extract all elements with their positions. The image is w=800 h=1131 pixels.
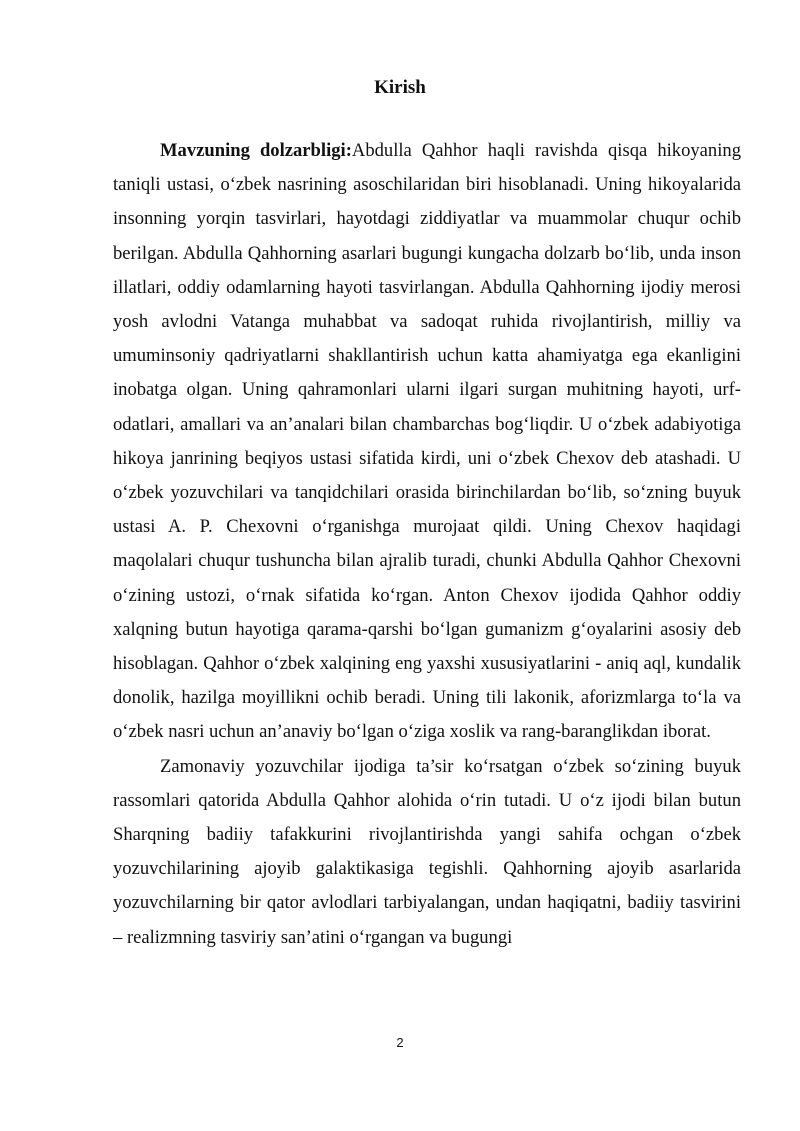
paragraph-lead: Mavzuning dolzarbligi: — [160, 140, 352, 161]
paragraph-relevance — [113, 134, 741, 750]
paragraph-modern-writers — [113, 750, 741, 955]
paragraph-text: Abdulla Qahhor haqli ravishda qisqa hikoyaning taniqli ustasi, o‘zbek nasrining asoschilaridan biri hisoblanadi. Uning hikoyalarida insonning yorqin tasvirlari, hayotdagi ziddiyatlar va muammolar chuqur ochib berilgan. Abdulla Qahhorning asarlari bugungi kungacha dolzarb bo‘lib, unda inson illatlari, oddiy odamlarning hayoti tasvirlangan. Abdulla Qahhorning ijodiy merosi yosh avlodni Vatanga muhabbat va sadoqat ruhida rivojlantirish, milliy va umuminsoniy qadriyatlarni shakllantirish uchun katta ahamiyatga ega ekanligini inobatga olgan. Uning qahramonlari ularni ilgari surgan muhitning hayoti, urf-odatlari, amallari va an’analari bilan chambarchas bog‘liqdir. U o‘zbek adabiyotiga hikoya janrining beqiyos ustasi sifatida kirdi, uni o‘zbek Chexov deb atashadi. U o‘zbek yozuvchilari va tanqidchilari orasida birinchilardan bo‘lib, so‘zning buyuk ustasi A. P. Chexovni o‘rganishga murojaat qildi. Uning Chexov haqidagi maqolalari chuqur tushuncha bilan ajralib turadi, chunki Abdulla Qahhor Chexovni o‘zining ustozi, o‘rnak sifatida ko‘rgan. Anton Chexov ijodida Qahhor oddiy xalqning butun hayotiga qarama-qarshi bo‘lgan gumanizm g‘oyalarini asosiy deb hisoblagan. Qahhor o‘zbek xalqining eng yaxshi xususiyatlarini - aniq aql, kundalik donolik, hazilga moyillikni ochib beradi. Uning tili lakonik, aforizmlarga to‘la va o‘zbek nasri uchun an’anaviy bo‘lgan o‘ziga xoslik va rang-baranglikdan iborat. — [113, 140, 741, 743]
page-number: 2 — [396, 1035, 404, 1050]
document-body — [113, 134, 741, 955]
page-title: Kirish — [374, 77, 426, 98]
paragraph-text: Zamonaviy yozuvchilar ijodiga ta’sir ko‘rsatgan o‘zbek so‘zining buyuk rassomlari qatorida Abdulla Qahhor alohida o‘rin tutadi. U o‘z ijodi bilan butun Sharqning badiiy tafakkurini rivojlantirishda yangi sahifa ochgan o‘zbek yozuvchilarining ajoyib galaktikasiga tegishli. Qahhorning ajoyib asarlarida yozuvchilarning bir qator avlodlari tarbiyalangan, undan haqiqatni, badiiy tasvirini – realizmning tasviriy san’atini o‘rgangan va bugungi — [113, 755, 741, 948]
